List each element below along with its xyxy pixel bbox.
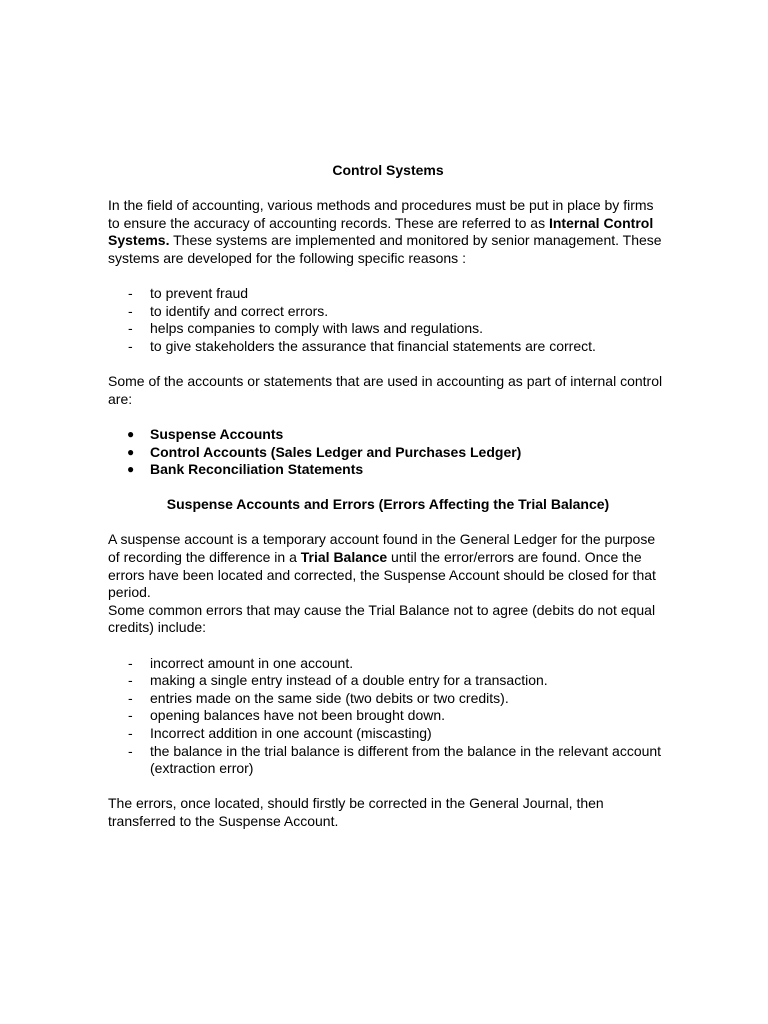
list-item (108, 672, 668, 690)
section-subtitle: Suspense Accounts and Errors (Errors Affecting the Trial Balance) (166, 496, 610, 513)
list-item-text: to give stakeholders the assurance that financial statements are correct. (150, 337, 596, 354)
suspense-text-2: until the error/errors are found. Once the errors have been located and corrected, the Suspense Account should be closed for that period. (108, 549, 656, 601)
list-item-text: the balance in the trial balance is different from the balance in the relevant account (extraction error) (150, 742, 662, 777)
dash-marker: - (128, 302, 133, 319)
dash-marker: - (128, 689, 133, 706)
list-item-text: making a single entry instead of a double entry for a transaction. (150, 672, 548, 689)
bullet-marker: ● (127, 462, 135, 477)
list-item (108, 303, 668, 321)
controls-list (108, 426, 668, 479)
list-item (108, 725, 668, 743)
intro-text-1: In the field of accounting, various methods and procedures must be put in place by firms to ensure the accuracy of accounting records. These are referred to as (108, 197, 654, 231)
spacer (108, 408, 668, 426)
spacer (108, 268, 668, 286)
suspense-paragraph (108, 531, 668, 601)
spacer (108, 180, 668, 198)
bullet-marker: ● (127, 426, 135, 441)
list-item-text: to identify and correct errors. (150, 302, 329, 319)
intro-paragraph (108, 197, 668, 267)
list-item-text: Bank Reconciliation Statements (150, 461, 364, 478)
list-item-text: to prevent fraud (150, 285, 249, 302)
dash-marker: - (128, 285, 133, 302)
list-item (108, 707, 668, 725)
list-item (108, 690, 668, 708)
document-page (108, 162, 668, 831)
list-item (108, 285, 668, 303)
list-item-text: Control Accounts (Sales Ledger and Purchases Ledger) (150, 443, 522, 460)
reasons-list (108, 285, 668, 355)
errors-list (108, 655, 668, 778)
list-item (108, 320, 668, 338)
list-item (108, 338, 668, 356)
dash-marker: - (128, 654, 133, 671)
spacer (108, 637, 668, 655)
errors-intro-paragraph: Some common errors that may cause the Trial Balance not to agree (debits do not equal credits) include: (108, 601, 656, 636)
list-item (108, 655, 668, 673)
dash-marker: - (128, 337, 133, 354)
dash-marker: - (128, 320, 133, 337)
suspense-text-1: A suspense account is a temporary account found in the General Ledger for the purpose of recording the difference in a (108, 531, 656, 566)
list-item-text: entries made on the same side (two debits or two credits). (150, 689, 509, 706)
list-item-text: helps companies to comply with laws and regulations. (150, 320, 484, 337)
dash-marker: - (128, 672, 133, 689)
list-item-text: incorrect amount in one account. (150, 654, 354, 671)
list-item (108, 444, 668, 462)
list-item (108, 426, 668, 444)
list-item-text: Incorrect addition in one account (miscasting) (150, 725, 432, 741)
suspense-bold-term: Trial Balance (300, 549, 388, 566)
list-item-text: Suspense Accounts (150, 425, 284, 442)
bullet-marker: ● (127, 444, 135, 459)
list-item-text: opening balances have not been brought down. (150, 707, 446, 724)
list-item (108, 743, 668, 778)
spacer (108, 514, 668, 532)
intro-bold-term: Internal Control Systems. (108, 214, 654, 249)
page-title: Control Systems (332, 162, 444, 178)
list-item (108, 461, 668, 479)
spacer (108, 479, 668, 497)
closing-paragraph: The errors, once located, should firstly be corrected in the General Journal, then transferred to the Suspense Account. (108, 795, 604, 829)
spacer (108, 356, 668, 374)
controls-intro-paragraph: Some of the accounts or statements that are used in accounting as part of internal control are: (108, 373, 663, 407)
dash-marker: - (128, 707, 133, 724)
intro-text-2: These systems are implemented and monitored by senior management. These systems are developed for the following specific reasons : (108, 232, 662, 266)
dash-marker: - (128, 725, 133, 741)
dash-marker: - (128, 742, 133, 759)
spacer (108, 778, 668, 796)
